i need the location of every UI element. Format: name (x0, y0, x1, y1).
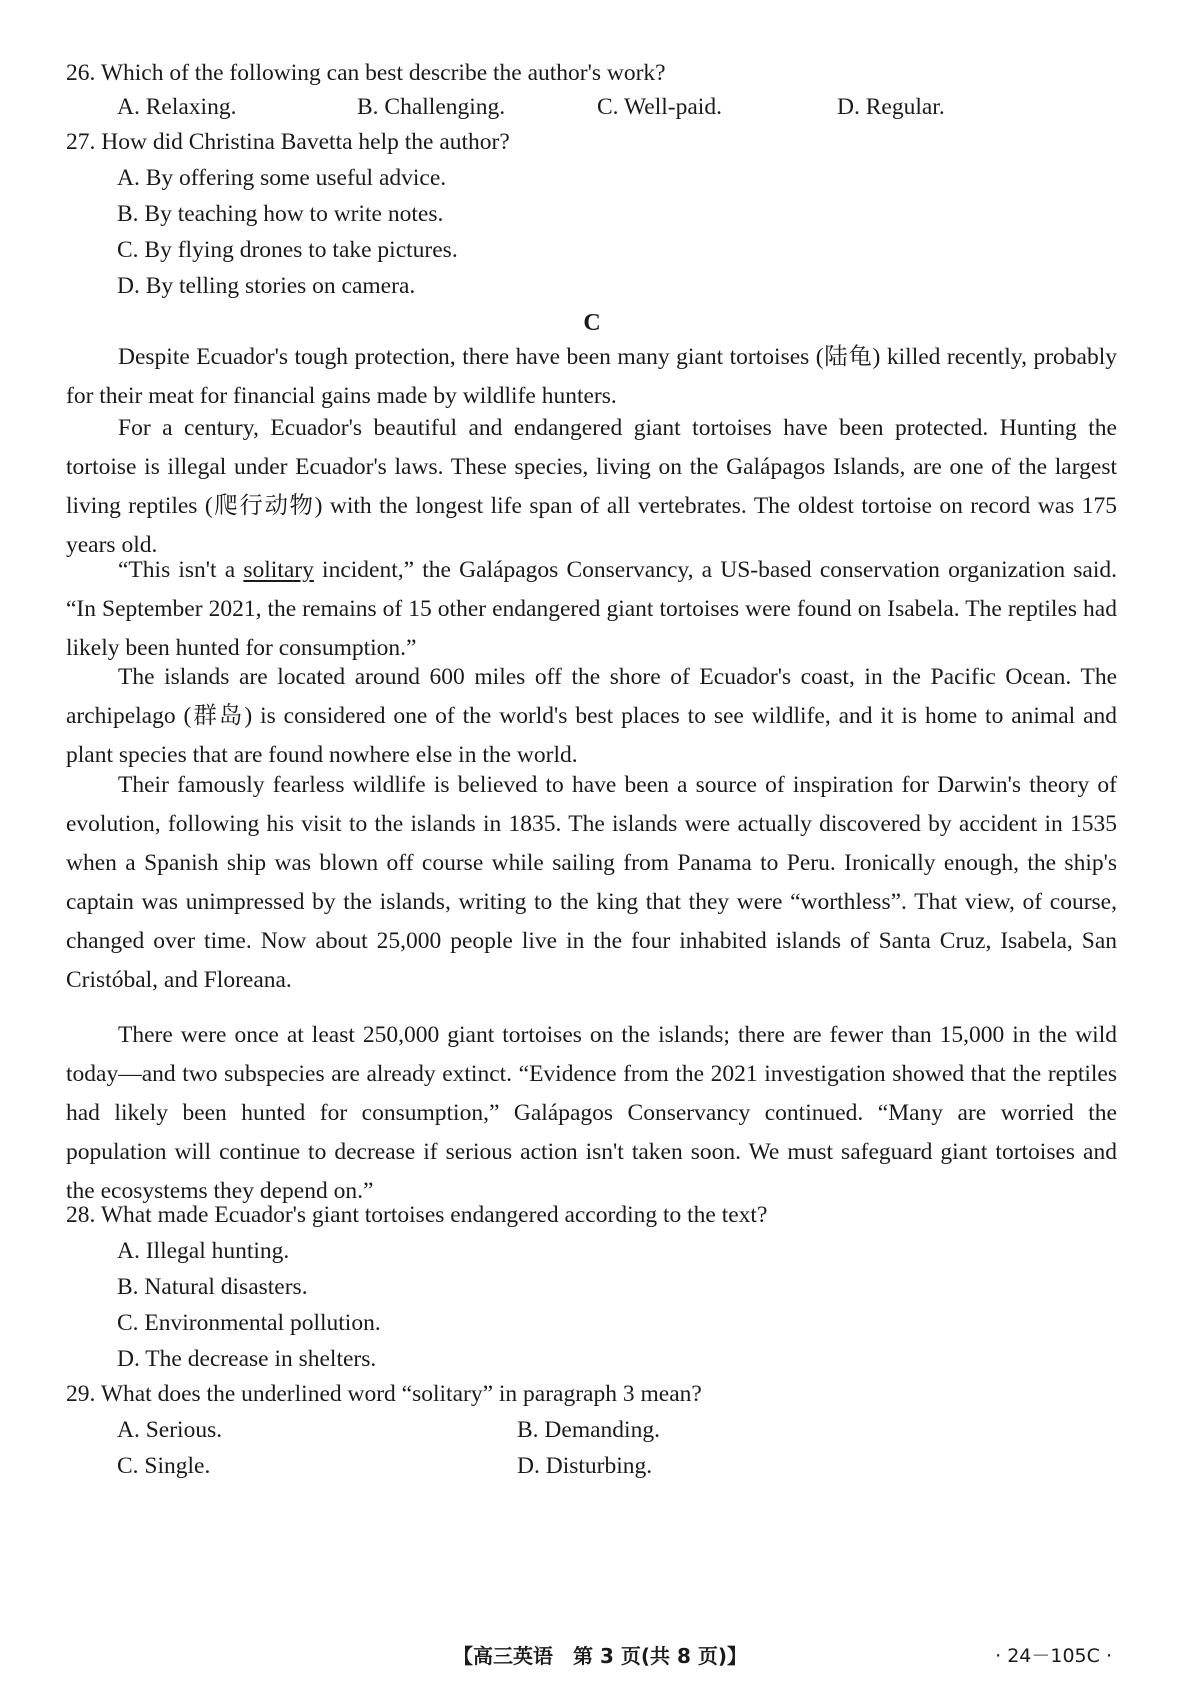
q26-option-c: C. Well-paid. (597, 94, 722, 120)
passage-paragraph-3 (66, 551, 1117, 668)
q26-option-d: D. Regular. (837, 94, 945, 120)
q28-option-d: D. The decrease in shelters. (117, 1346, 377, 1372)
q29-options-row-2 (117, 1455, 917, 1479)
passage-paragraph-5: Their famously fearless wildlife is believed to have been a source of inspiration for Darwin's theory of evolution, following his visit to the islands in 1835. The islands were actually discovered by accident in 1535 when a Spanish ship was blown off course while sailing from Panama to Peru. Ironically enough, the ship's captain was unimpressed by the islands, writing to the king that they were “worthless”. That view, of course, changed over time. Now about 25,000 people live in the four inhabited islands of Santa Cruz, Isabela, San Cristóbal, and Floreana. (66, 772, 1117, 993)
q28-option-c: C. Environmental pollution. (117, 1310, 381, 1336)
q26-option-a: A. Relaxing. (117, 94, 237, 120)
q27-option-d: D. By telling stories on camera. (117, 273, 416, 299)
q29-stem: 29. What does the underlined word “solitary” in paragraph 3 mean? (66, 1381, 702, 1407)
section-heading: C (583, 310, 601, 336)
passage-paragraph-1: Despite Ecuador's tough protection, there have been many giant tortoises (陆龟) killed recently, probably for their meat for financial gains made by wildlife hunters. (66, 344, 1117, 409)
q28-stem: 28. What made Ecuador's giant tortoises endangered according to the text? (66, 1202, 768, 1228)
q29-option-b: B. Demanding. (517, 1417, 660, 1443)
q27-option-b: B. By teaching how to write notes. (117, 201, 444, 227)
q28-option-a: A. Illegal hunting. (117, 1238, 290, 1264)
passage-paragraph-6: There were once at least 250,000 giant tortoises on the islands; there are fewer than 15,000 in the wild today—and two subspecies are already extinct. “Evidence from the 2021 investigation showed that the reptiles had likely been hunted for consumption,” Galápagos Conservancy continued. “Many are worried the population will continue to decrease if serious action isn't taken soon. We must safeguard giant tortoises and the ecosystems they depend on.” (66, 1022, 1117, 1204)
q26-option-b: B. Challenging. (357, 94, 506, 120)
q29-option-c: C. Single. (117, 1453, 211, 1479)
p3-lead-text: “This isn't a (118, 557, 244, 583)
page-footer-center: 【高三英语 第 3 页(共 8 页)】 (453, 1644, 747, 1668)
q27-option-a: A. By offering some useful advice. (117, 165, 447, 191)
passage-paragraph-2: For a century, Ecuador's beautiful and endangered giant tortoises have been protected. Hunting the tortoise is illegal under Ecuador's laws. These species, living on the Galápagos Islands, are one of the largest living reptiles (爬行动物) with the longest life span of all vertebrates. The oldest tortoise on record was 175 years old. (66, 415, 1117, 558)
q26-options (117, 96, 1077, 120)
q29-option-d: D. Disturbing. (517, 1453, 653, 1479)
q27-option-c: C. By flying drones to take pictures. (117, 237, 458, 263)
q29-option-a: A. Serious. (117, 1417, 223, 1443)
passage-paragraph-4: The islands are located around 600 miles off the shore of Ecuador's coast, in the Pacific Ocean. The archipelago (群岛) is considered one of the world's best places to see wildlife, and it is home to animal and plant species that are found nowhere else in the world. (66, 664, 1117, 768)
q28-option-b: B. Natural disasters. (117, 1274, 308, 1300)
underlined-word: solitary (243, 557, 314, 583)
q27-stem: 27. How did Christina Bavetta help the author? (66, 129, 510, 155)
p3-rest-text: incident,” the Galápagos Conservancy, a US-based conservation organization said. “In September 2021, the remains of 15 other endangered giant tortoises were found on Isabela. The reptiles had likely been hunted for consumption.” (66, 557, 1117, 661)
q29-options-row-1 (117, 1419, 917, 1443)
page-footer-code: · 24－105C · (995, 1645, 1112, 1667)
q26-stem: 26. Which of the following can best describe the author's work? (66, 60, 666, 86)
